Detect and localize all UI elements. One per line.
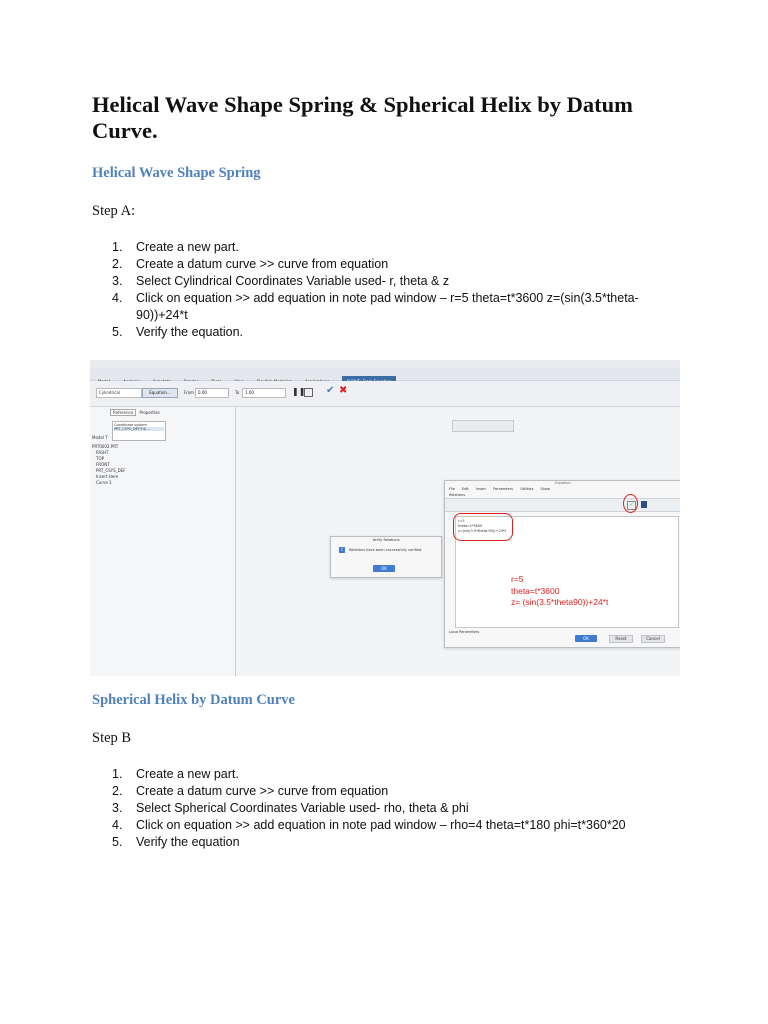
creo-screenshot xyxy=(90,360,680,676)
list-item-number: 5. xyxy=(112,835,123,849)
reset-button[interactable]: Reset xyxy=(609,635,633,643)
verify-relations-dialog xyxy=(330,536,442,578)
list-item-number: 1. xyxy=(112,767,123,781)
equation-annotation xyxy=(511,574,608,609)
equation-ok-button[interactable]: OK xyxy=(575,635,597,642)
info-button-icon[interactable] xyxy=(641,501,647,508)
equation-line: r=5 xyxy=(458,519,465,523)
panel-tabs xyxy=(110,410,162,415)
apply-check-icon[interactable]: ✔ xyxy=(326,385,335,396)
graphics-toolbar xyxy=(452,420,514,432)
list-item-text: Verify the equation xyxy=(136,835,240,849)
list-item-continuation xyxy=(112,307,639,324)
from-input[interactable]: 0.00 xyxy=(195,388,229,398)
ok-button[interactable]: OK xyxy=(373,565,395,572)
preview-icon[interactable] xyxy=(304,388,313,397)
equation-dialog-title: Equation xyxy=(555,481,571,485)
tree-item[interactable]: RIGHT xyxy=(96,450,109,455)
list-item-text: Create a new part. xyxy=(136,240,239,254)
dialog-message: Relations have been successfully verified. xyxy=(349,548,423,552)
list-item-number: 4. xyxy=(112,818,123,832)
curve-toolbar xyxy=(90,381,680,407)
menu-item[interactable]: Edit xyxy=(461,487,469,491)
annotation-line: z= (sin(3.5*theta90))+24*t xyxy=(511,597,609,607)
list-item-text: Verify the equation. xyxy=(136,325,244,339)
tree-item[interactable]: Insert Here xyxy=(96,474,119,479)
to-input[interactable]: 1.00 xyxy=(242,388,286,398)
from-label: From xyxy=(184,390,194,395)
tab-properties[interactable]: Properties xyxy=(139,410,160,415)
list-item-text: Click on equation >> add equation in note pad window – r=5 theta=t*3600 z=(sin(3.5*theta- xyxy=(136,291,639,305)
equation-dialog xyxy=(444,480,680,648)
highlight-circle xyxy=(623,494,638,513)
list-item xyxy=(112,800,626,817)
list-item-text: 90))+24*t xyxy=(136,308,188,322)
list-item-number: 2. xyxy=(112,257,123,271)
equation-line: z=(sin(3.5*theta-90))+24*t xyxy=(458,529,507,533)
list-item-text: Select Cylindrical Coordinates Variable used- r, theta & z xyxy=(136,274,450,288)
dialog-title: Verify Relations xyxy=(372,538,400,542)
list-item xyxy=(112,817,626,834)
list-item xyxy=(112,256,639,273)
pause-icon[interactable]: ❚❚ xyxy=(292,387,306,396)
list-item xyxy=(112,239,639,256)
menu-item[interactable]: Show xyxy=(540,487,550,491)
tree-item[interactable]: PRT_CSYS_DEF xyxy=(96,468,126,473)
list-item xyxy=(112,766,626,783)
local-parameters-label: Local Parameters xyxy=(449,630,480,634)
equation-editor[interactable] xyxy=(455,516,679,628)
coord-system-select[interactable] xyxy=(96,388,142,398)
step-a-label: Step A: xyxy=(92,203,136,219)
cancel-x-icon[interactable]: ✖ xyxy=(339,385,348,396)
model-tree-label: Model T xyxy=(92,435,108,440)
ribbon-tabs xyxy=(90,368,680,381)
list-item-number: 4. xyxy=(112,291,123,305)
coord-ref-box[interactable] xyxy=(112,421,166,441)
menu-item[interactable]: Parameters xyxy=(493,487,514,491)
relations-section-label: Relations xyxy=(449,493,466,497)
list-item-text: Create a new part. xyxy=(136,767,239,781)
list-item xyxy=(112,834,626,851)
coord-ref-value: PRT_CSYS_DEF:F4(… xyxy=(114,427,164,431)
document-title: Helical Wave Shape Spring & Spherical Helix by Datum Curve. xyxy=(92,92,633,143)
model-tree-panel xyxy=(90,407,236,676)
list-item-number: 3. xyxy=(112,274,123,288)
verify-icon[interactable]: ✓ xyxy=(627,501,636,510)
info-icon: i xyxy=(339,547,345,553)
tree-item[interactable]: Curve 1 xyxy=(96,480,112,485)
steps-a-list xyxy=(112,239,639,341)
to-label: To xyxy=(235,390,240,395)
list-item-text: Click on equation >> add equation in note pad window – rho=4 theta=t*180 phi=t*360*20 xyxy=(136,818,626,832)
menu-item[interactable]: Utilities xyxy=(520,487,534,491)
list-item xyxy=(112,783,626,800)
annotation-line: r=5 xyxy=(511,574,524,584)
list-item-text: Create a datum curve >> curve from equation xyxy=(136,784,389,798)
list-item-number: 2. xyxy=(112,784,123,798)
list-item-text: Select Spherical Coordinates Variable used- rho, theta & phi xyxy=(136,801,469,815)
section-b-heading: Spherical Helix by Datum Curve xyxy=(92,692,295,708)
list-item-text: Create a datum curve >> curve from equation xyxy=(136,257,389,271)
tree-item[interactable]: FRONT xyxy=(96,462,110,467)
list-item-number: 5. xyxy=(112,325,123,339)
quick-access-bar xyxy=(90,360,680,368)
steps-b-list xyxy=(112,766,626,851)
menu-item[interactable]: Insert xyxy=(475,487,486,491)
model-tree xyxy=(92,444,126,486)
list-item xyxy=(112,290,639,307)
equation-line: theta=t*3600 xyxy=(458,524,483,528)
menu-item[interactable]: File xyxy=(449,487,455,491)
tree-item[interactable]: PRT0002.PRT xyxy=(92,444,119,449)
equation-button[interactable]: Equation... xyxy=(142,388,178,398)
tree-item[interactable]: TOP xyxy=(96,456,105,461)
annotation-line: theta=t*3600 xyxy=(511,585,560,596)
equation-highlight xyxy=(453,513,513,541)
coord-ref-label: Coordinate system xyxy=(114,423,147,427)
list-item xyxy=(112,273,639,290)
list-item-number: 3. xyxy=(112,801,123,815)
list-item-number: 1. xyxy=(112,240,123,254)
cancel-button[interactable]: Cancel xyxy=(641,635,665,643)
step-b-label: Step B xyxy=(92,730,132,746)
coord-system-value: Cylindrical xyxy=(99,390,120,395)
section-a-heading: Helical Wave Shape Spring xyxy=(92,165,261,181)
equation-toolbar xyxy=(445,498,680,512)
tab-reference[interactable]: Reference xyxy=(110,409,136,416)
list-item xyxy=(112,324,639,341)
